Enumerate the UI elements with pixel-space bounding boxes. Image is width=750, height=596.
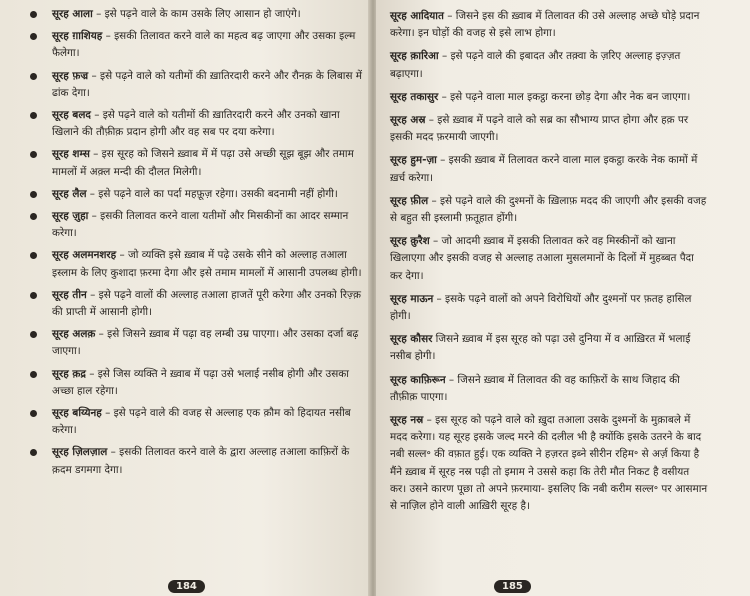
surah-name: सूरह काफ़िरून xyxy=(390,373,446,386)
surah-name: सूरह हुम-ज़ा xyxy=(390,154,437,167)
surah-description: – इसे पढ़ने वाला माल इकट्ठा करना छोड़ देगा और नेक बन जाएगा। xyxy=(438,90,691,103)
bullet-icon xyxy=(30,191,37,198)
surah-name: सूरह बय्यिनह xyxy=(52,407,102,420)
bullet-icon xyxy=(30,73,37,80)
surah-name: सूरह अलक़ xyxy=(52,328,96,341)
surah-description: – इस सूरह को जिसने ख़्वाब में में पढ़ा उसे अच्छी सूझ बूझ और तमाम मामलों में अक़्ल मन्दी की दौलत मिलेगी। xyxy=(52,148,354,178)
surah-entry xyxy=(30,186,362,203)
surah-description: – जिसने ख़्वाब में तिलावत की वह काफ़िरों के साथ जिहाद की तौफ़ीक़ पाएगा। xyxy=(390,373,680,403)
page-number-left: 184 xyxy=(168,580,205,593)
surah-description: – इसे पढ़ने वाले की इबादत और तक़्वा के ज़रिए अल्लाह इज़्ज़त बढ़ाएगा। xyxy=(390,50,681,80)
surah-entry xyxy=(30,28,362,62)
surah-description: – इसकी तिलावत करने वाले के द्वारा अल्लाह तआला काफ़िरों के क़दम डगमगा देगा। xyxy=(52,446,350,476)
page-number-right: 185 xyxy=(494,580,531,593)
surah-entry xyxy=(30,444,362,478)
surah-description: – इसे पढ़ने वाले की दुश्मनों के ख़िलाफ़ मदद की जाएगी और इसकी वजह से बहुत सी इस्लामी फ़तूहात होंगी। xyxy=(390,194,707,225)
surah-entry xyxy=(30,366,362,400)
surah-description: – इसे पढ़ने वाले का पर्दा महफ़ूज़ रहेगा। उसकी बदनामी नहीं होगी। xyxy=(86,187,338,200)
bullet-icon xyxy=(30,252,37,259)
surah-entry xyxy=(390,112,708,146)
bullet-icon xyxy=(30,112,37,119)
surah-name: सूरह फ़ील xyxy=(390,194,429,207)
surah-entry xyxy=(390,331,708,365)
surah-name: सूरह कौसर xyxy=(390,333,433,346)
bullet-icon xyxy=(30,213,37,220)
bullet-icon xyxy=(30,371,37,378)
surah-entry xyxy=(390,372,708,406)
surah-description: – इसे ख़्वाब में पढ़ने वाले को सब्र का सौभाग्य प्राप्त होगा और हक़ पर इसकी मदद फ़रमायी जाएगी। xyxy=(390,114,689,144)
surah-description: – इसकी तिलावत करने वाला यतीमों और मिसकीनों का आदर सम्मान करेगा। xyxy=(52,210,349,240)
surah-entry xyxy=(30,107,362,141)
bullet-icon xyxy=(30,151,37,158)
surah-name: सूरह माऊन xyxy=(390,292,434,305)
bullet-icon xyxy=(30,449,37,456)
surah-description: – जो व्यक्ति इसे ख़्वाब में पढ़े उसके सीने को अल्लाह तआला इस्लाम के लिए कुशादा फ़रमा देगा और इसे तमाम मामलों में आसानी उपलब्ध होगी। xyxy=(52,249,362,279)
bullet-icon xyxy=(30,331,37,338)
surah-entry xyxy=(30,247,362,281)
bullet-icon xyxy=(30,410,37,417)
surah-name: सूरह बलद xyxy=(52,109,91,122)
surah-entry xyxy=(390,291,708,325)
surah-entry xyxy=(390,89,708,106)
surah-description: – इसे जिस व्यक्ति ने ख़्वाब में पढ़ा उसे भलाई नसीब होगी और उसका अच्छा हाल रहेगा। xyxy=(52,367,349,397)
bullet-icon xyxy=(30,292,37,299)
surah-description: – इसके पढ़ने वालों को अपने विरोधियों और दुश्मनों पर फ़तह हासिल होगी। xyxy=(390,292,692,323)
surah-name: सूरह क़ुरैश xyxy=(390,235,430,248)
surah-entry xyxy=(30,208,362,242)
surah-name: सूरह क़द्र xyxy=(52,367,86,380)
surah-name: सूरह आदियात xyxy=(390,10,444,22)
surah-name: सूरह अलमनशरह xyxy=(52,249,117,262)
left-page xyxy=(0,0,372,596)
surah-entry xyxy=(390,152,708,186)
surah-entry xyxy=(30,326,362,360)
surah-entry xyxy=(30,146,362,180)
surah-description: – इसे पढ़ने वालों की अल्लाह तआला हाजतें पूरी करेगा और उनको रिज़्क़ की प्राप्ती में आसानी होगी। xyxy=(52,288,361,319)
surah-description: – जो आदमी ख़्वाब में इसकी तिलावत करे वह मिस्कीनों को खाना खिलाएगा और इसकी वजह से अल्लाह तआला मुसलमानों के दिलों में मुहब्बत पैदा कर देगा। xyxy=(390,235,694,282)
surah-entry xyxy=(390,48,708,82)
surah-entry xyxy=(30,68,362,102)
surah-name: सूरह आला xyxy=(52,8,93,20)
right-page xyxy=(376,0,750,596)
surah-description: – इसकी तिलावत करने वाले का महत्व बढ़ जाएगा और उसका इल्म फैलेगा। xyxy=(52,30,356,60)
surah-description: – जिसने इस की ख़्वाब में तिलावत की उसे अल्लाह अच्छे घोड़े प्रदान करेगा। इन घोड़ों की वजह से इसे लाभ होगा। xyxy=(390,10,700,40)
surah-name: सूरह नस्र xyxy=(390,414,424,427)
surah-entry xyxy=(390,233,708,285)
surah-entry xyxy=(30,405,362,439)
surah-name: सूरह तीन xyxy=(52,288,87,301)
surah-name: सूरह क़ारिआ xyxy=(390,50,439,63)
surah-name: सूरह ज़ुहा xyxy=(52,210,89,223)
surah-entry xyxy=(390,193,708,227)
surah-name: सूरह तकासुर xyxy=(390,90,439,103)
surah-name: सूरह फ़ज्र xyxy=(52,69,89,82)
surah-description: – इस सूरह को पढ़ने वाले को ख़ुदा तआला उसके दुश्मनों के मुक़ाबले में मदद करेगा। यह सूरह इसके जल्द मरने की दलील भी है क्योंकि इसके उतरने के बाद नबी सल्ल॰ की वफ़ात हुई। एक व्यक्ति ने हज़रत इब्ने सीरीन रहिम॰ से अर्ज़ किया है मैंने ख़्वाब में सूरह नस्र पढ़ी तो इमाम ने उससे कहा कि तेरी मौत निकट है वसीयत कर। उसने कारण पूछा तो अपने फ़रमाया- इसलिए कि नबी करीम सल्ल॰ पर आसमान से नाज़िल होने वाली आख़िरी सूरह है। xyxy=(390,414,708,513)
surah-description: – इसे जिसने ख़्वाब में पढ़ा वह लम्बी उम्र पाएगा। और उसका दर्जा बढ़ जाएगा। xyxy=(52,328,359,358)
surah-name: सूरह ग़ाशियह xyxy=(52,30,103,43)
surah-description: – इसे पढ़ने वाले को यतीमों की ख़ातिरदारी करने और उनको खाना खिलाने की तौफ़ीक़ प्रदान होगी और वह सब पर दया करेगा। xyxy=(52,109,340,139)
surah-name: सूरह ज़िलज़ाल xyxy=(52,446,108,459)
surah-description: – इसे पढ़ने वाले की वजह से अल्लाह एक क़ौम को हिदायत नसीब करेगा। xyxy=(52,407,351,437)
bullet-icon xyxy=(30,11,37,18)
surah-entry xyxy=(390,412,708,515)
surah-description: – इसे पढ़ने वाले को यतीमों की ख़ातिरदारी करने और रौनक़ के लिबास में ढांक देगा। xyxy=(52,69,363,99)
surah-description: – इसे पढ़ने वाले के काम उसके लिए आसान हो जाएंगे। xyxy=(92,8,301,20)
surah-name: सूरह अस्र xyxy=(390,114,426,127)
bullet-icon xyxy=(30,33,37,40)
surah-name: सूरह लैल xyxy=(52,187,87,200)
surah-description: – इसकी ख़्वाब में तिलावत करने वाला माल इकट्ठा करके नेक कामों में ख़र्च करेगा। xyxy=(390,154,698,184)
surah-entry xyxy=(390,8,708,42)
surah-entry xyxy=(30,6,362,23)
surah-name: सूरह शम्स xyxy=(52,148,90,161)
surah-description: जिसने ख़्वाब में इस सूरह को पढ़ा उसे दुनिया में व आख़िरत में भलाई नसीब होगी। xyxy=(390,333,691,363)
surah-entry xyxy=(30,287,362,321)
